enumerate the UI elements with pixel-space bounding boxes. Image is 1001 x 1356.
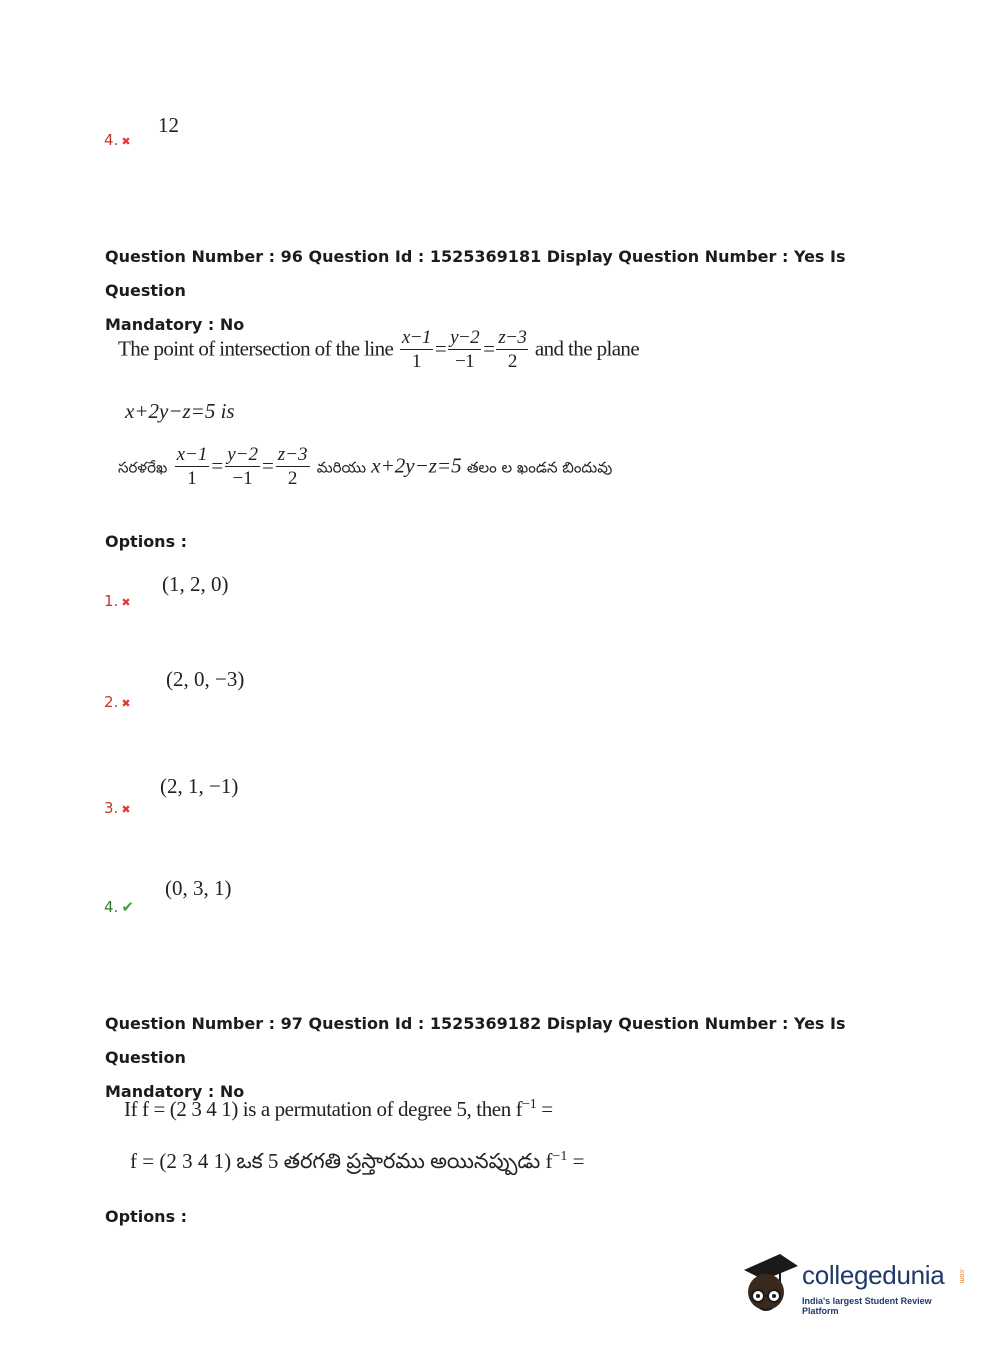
option-1-value: (1, 2, 0)	[162, 572, 229, 596]
options-label: Options :	[105, 1207, 188, 1226]
question-96-meta: Question Number : 96 Question Id : 1525369181 Display Question Number : Yes Is Question Mandatory : No	[105, 247, 846, 334]
wrong-mark-icon: ✖	[121, 596, 131, 609]
mascot-icon	[740, 1248, 800, 1318]
question-96-telugu: సరళరేఖ $\frac{x-1}{1}$ = $\frac{y-2}{-1}$ = $\frac{z-3}{2}$ మరియు x+2y−z=5 తలం ల ఖండన బిందువు	[118, 444, 613, 489]
option-4-number: 4. ✔	[104, 898, 134, 916]
brand-domain: .com	[958, 1268, 965, 1284]
option-1-number: 1. ✖	[104, 592, 131, 610]
wrong-mark-icon: ✖	[121, 135, 131, 148]
option-value: 12	[158, 113, 179, 137]
wrong-mark-icon: ✖	[121, 697, 131, 710]
option-4-value: (0, 3, 1)	[165, 876, 232, 900]
wrong-mark-icon: ✖	[121, 803, 131, 816]
collegedunia-logo[interactable]	[740, 1248, 970, 1318]
options-label: Options :	[105, 532, 188, 551]
fraction-y: $\frac{y-2}{-1}$	[450, 327, 480, 372]
option-2-value: (2, 0, −3)	[166, 667, 245, 691]
brand-name: collegedunia	[802, 1260, 945, 1290]
brand-tagline: India's largest Student Review Platform	[802, 1296, 932, 1316]
question-96-english-line2: x+2y−z=5 is	[125, 399, 235, 423]
check-mark-icon: ✔	[121, 898, 134, 916]
question-97-meta: Question Number : 97 Question Id : 1525369182 Display Question Number : Yes Is Question Mandatory : No	[105, 1014, 846, 1101]
question-97-telugu: f = (2 3 4 1) ఒక 5 తరగతి ప్రస్తారము అయినప్పుడు $f^{-1}$ =	[130, 1149, 585, 1173]
fraction-x: $\frac{x-1}{1}$	[401, 327, 431, 372]
question-97-english: If f = (2 3 4 1) is a permutation of degree 5, then $f^{-1}$ =	[124, 1097, 553, 1121]
option-3-number: 3. ✖	[104, 799, 131, 817]
question-96-english: The point of intersection of the line $\frac{x-1}{1}$ = $\frac{y-2}{-1}$ = $\frac{z-3}{2}$ and the plane	[118, 327, 640, 372]
fraction-z: $\frac{z-3}{2}$	[498, 327, 527, 372]
option-3-value: (2, 1, −1)	[160, 774, 239, 798]
option-2-number: 2. ✖	[104, 693, 131, 711]
option-number: 4. ✖	[104, 131, 131, 149]
